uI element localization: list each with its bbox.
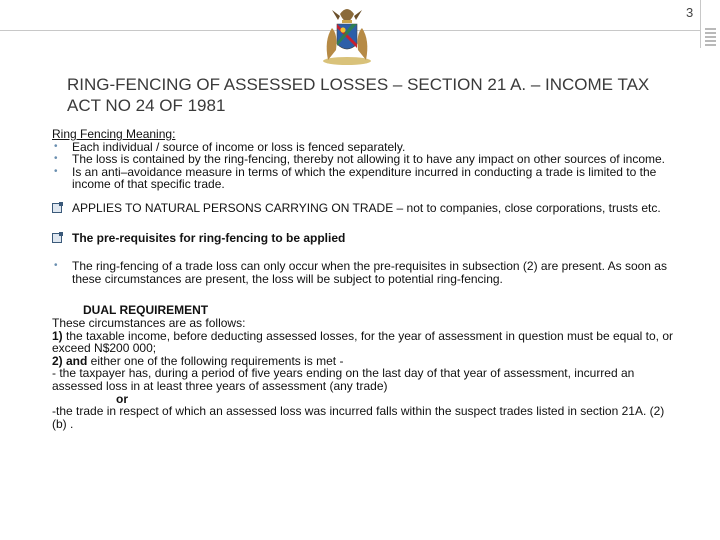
bullet-icon: • (54, 153, 58, 165)
applies-item: APPLIES TO NATURAL PERSONS CARRYING ON TRADE – not to companies, close corporations, trusts etc. (52, 202, 677, 215)
requirement-option-1: - the taxpayer has, during a period of five years ending on the last day of that year of assessment, incurred an assessed loss in at least three years of assessment (any trade) (52, 366, 635, 393)
circumstances-intro: These circumstances are as follows: (52, 315, 246, 330)
requirement-option-2: -the trade in respect of which an assessed loss was incurred falls within the suspect trades listed in section 21A. (2) (b) . (52, 404, 665, 431)
dual-requirement-heading: DUAL REQUIREMENT (83, 303, 209, 318)
or-separator: or (116, 391, 128, 406)
list-item: • The loss is contained by the ring-fencing, thereby not allowing it to have any impact on other sources of income. (54, 152, 665, 167)
list-item: • Each individual / source of income or loss is fenced separately. (54, 139, 406, 154)
namibia-coat-of-arms-icon (318, 0, 376, 68)
corner-decoration (705, 28, 716, 48)
requirement-1: 1) the taxable income, before deducting assessed losses, for the year of assessment in question must be equal to, or exceed N$200 000; (52, 328, 674, 356)
bullet-icon: • (54, 140, 58, 152)
checkbox-bullet-icon (52, 203, 62, 213)
prerequisites-heading: The pre-requisites for ring-fencing to be applied (52, 232, 677, 245)
prerequisites-bullet-list (52, 260, 677, 285)
page-number: 3 (686, 5, 694, 20)
list-item: • Is an anti–avoidance measure in terms of which the expenditure incurred in conducting a trade is limited to the income of that specific trade. (54, 164, 657, 192)
requirement-2: 2) and either one of the following requirements is met - (52, 353, 344, 368)
header-vertical-rule (700, 0, 701, 48)
bullet-icon: • (54, 165, 58, 177)
checkbox-bullet-icon (52, 233, 62, 243)
slide-title: RING-FENCING OF ASSESSED LOSSES – SECTION 21 A. – INCOME TAX ACT NO 24 OF 1981 (67, 75, 650, 115)
bullet-icon: • (54, 260, 58, 272)
slide-content (52, 128, 677, 430)
list-item: • The ring-fencing of a trade loss can only occur when the pre-requisites in subsection (2) are present. As soon as these circumstances are present, the loss will be subject to potential ring-fencing. (54, 259, 667, 286)
meaning-heading: Ring Fencing Meaning: (52, 127, 176, 141)
meaning-bullet-list (52, 141, 677, 191)
